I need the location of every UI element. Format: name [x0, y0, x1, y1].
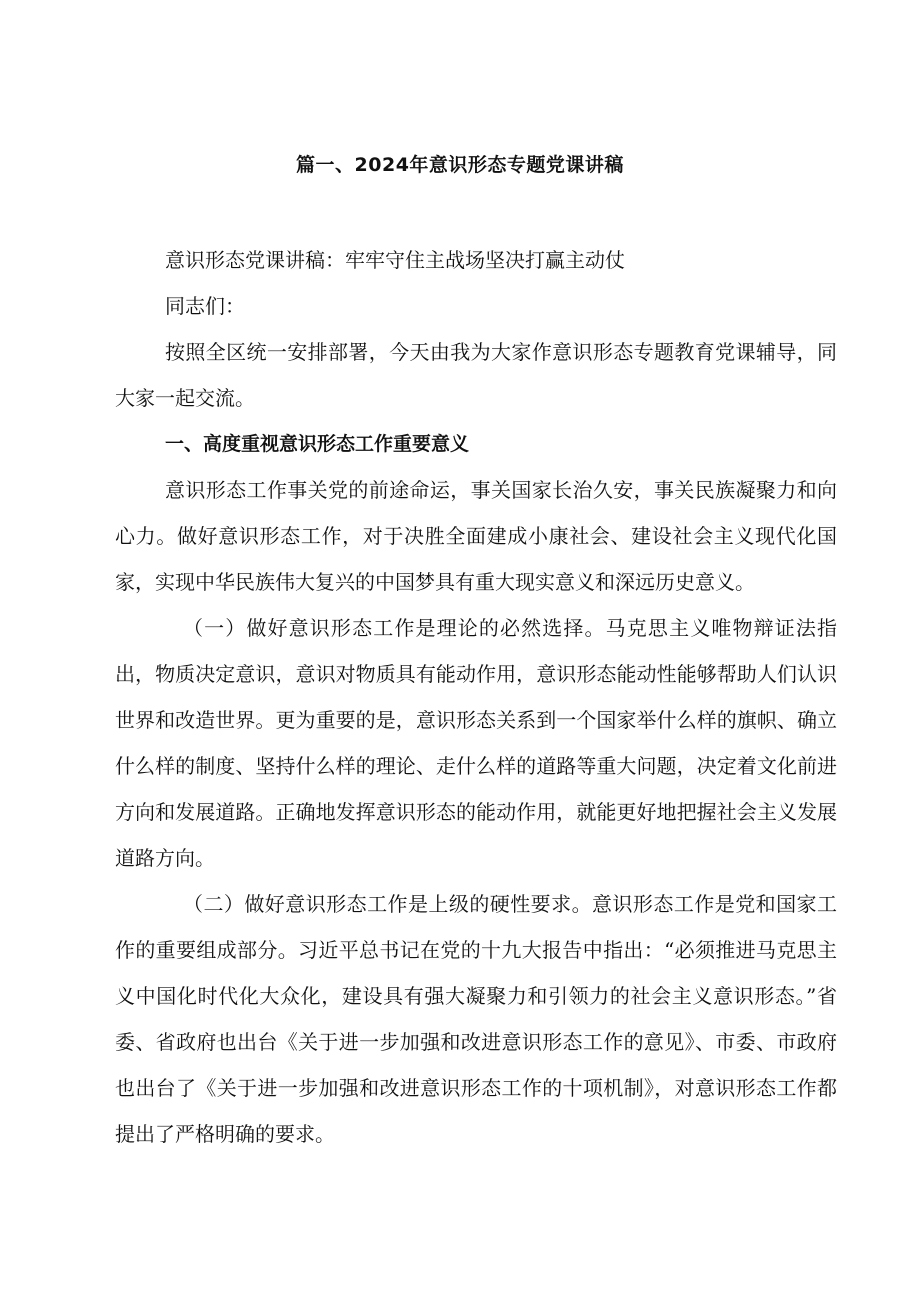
point-one-paragraph: （一）做好意识形态工作是理论的必然选择。马克思主义唯物辩证法指出，物质决定意识，意识对物质具有能动作用，意识形态能动性能够帮助人们认识世界和改造世界。更为重要的是，意识形态关系到一个国家举什么样的旗帜、确立什么样的制度、坚持什么样的理论、走什么样的道路等重大问题，决定着文化前进方向和发展道路。正确地发挥意识形态的能动作用，就能更好地把握社会主义发展道路方向。 — [115, 616, 837, 870]
document-body — [115, 237, 837, 1157]
document-subtitle: 意识形态党课讲稿：牢牢守住主战场坚决打赢主动仗 — [165, 248, 625, 272]
section-heading: 一、高度重视意识形态工作重要意义 — [165, 433, 470, 455]
salutation: 同志们： — [165, 294, 245, 318]
intro-paragraph: 按照全区统一安排部署，今天由我为大家作意识形态专题教育党课辅导，同大家一起交流。 — [115, 340, 837, 410]
section-paragraph: 意识形态工作事关党的前途命运，事关国家长治久安，事关民族凝聚力和向心力。做好意识形态工作，对于决胜全面建成小康社会、建设社会主义现代化国家，实现中华民族伟大复兴的中国梦具有重大现实意义和深远历史意义。 — [115, 478, 837, 594]
document-title: 篇一、2024年意识形态专题党课讲稿 — [296, 154, 624, 176]
point-two-paragraph: （二）做好意识形态工作是上级的硬性要求。意识形态工作是党和国家工作的重要组成部分。习近平总书记在党的十九大报告中指出：“必须推进马克思主义中国化时代化大众化，建设具有强大凝聚力和引领力的社会主义意识形态。”省委、省政府也出台《关于进一步加强和改进意识形态工作的意见》、市委、市政府也出台了《关于进一步加强和改进意识形态工作的十项机制》，对意识形态工作都提出了严格明确的要求。 — [115, 892, 837, 1146]
